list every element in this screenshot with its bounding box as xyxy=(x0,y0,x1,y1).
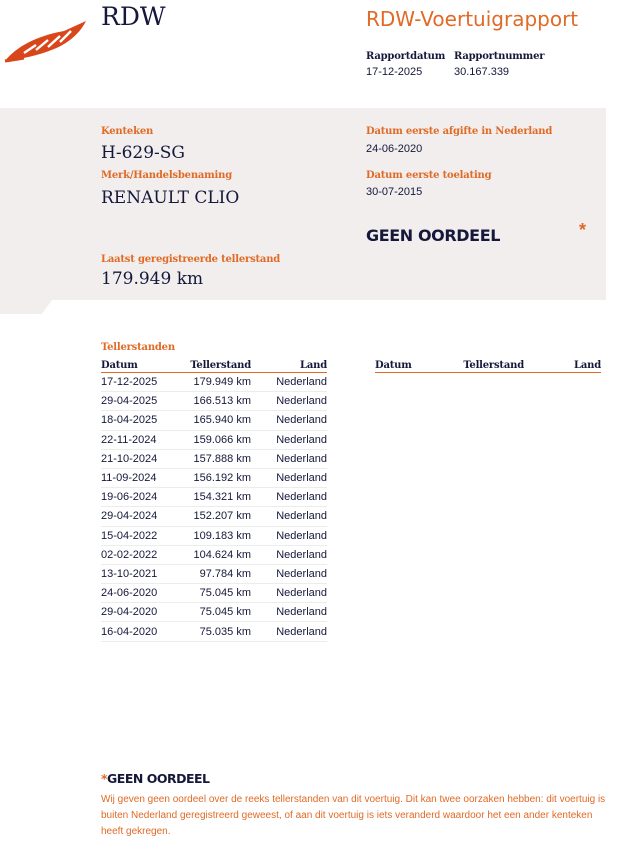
table-row xyxy=(101,392,327,411)
reading-value: 109.183 km xyxy=(187,526,251,545)
table-row xyxy=(101,468,327,487)
reading-country: Nederland xyxy=(251,526,327,545)
make-value: RENAULT CLIO xyxy=(101,188,240,208)
reading-date: 13-10-2021 xyxy=(101,564,187,583)
reading-value: 156.192 km xyxy=(187,468,251,487)
reading-date: 22-11-2024 xyxy=(101,430,187,449)
reading-country: Nederland xyxy=(251,430,327,449)
reading-country: Nederland xyxy=(251,507,327,526)
reading-country: Nederland xyxy=(251,392,327,411)
readings-table-continued xyxy=(375,359,601,373)
reading-value: 75.035 km xyxy=(187,622,251,641)
note-title-text: GEEN OORDEEL xyxy=(107,771,210,786)
reading-country: Nederland xyxy=(251,488,327,507)
table-row xyxy=(101,430,327,449)
reading-date: 15-04-2022 xyxy=(101,526,187,545)
reading-value: 97.784 km xyxy=(187,564,251,583)
reading-value: 75.045 km xyxy=(187,603,251,622)
table-row xyxy=(101,584,327,603)
first-admission-value: 30-07-2015 xyxy=(366,186,423,198)
reading-date: 29-04-2024 xyxy=(101,507,187,526)
reading-value: 165.940 km xyxy=(187,411,251,430)
reading-country: Nederland xyxy=(251,449,327,468)
table-row xyxy=(101,603,327,622)
reading-country: Nederland xyxy=(251,584,327,603)
column-header-reading: Tellerstand xyxy=(455,359,524,373)
reading-date: 19-06-2024 xyxy=(101,488,187,507)
table-row xyxy=(101,507,327,526)
reading-value: 75.045 km xyxy=(187,584,251,603)
reading-value: 179.949 km xyxy=(187,373,251,392)
last-reading-value: 179.949 km xyxy=(101,269,204,289)
report-number: 30.167.339 xyxy=(454,66,510,78)
reading-country: Nederland xyxy=(251,468,327,487)
reading-value: 166.513 km xyxy=(187,392,251,411)
reading-value: 152.207 km xyxy=(187,507,251,526)
first-admission-label: Datum eerste toelating xyxy=(366,170,492,181)
reading-date: 18-04-2025 xyxy=(101,411,187,430)
plate-value: H-629-SG xyxy=(101,143,185,163)
table-row xyxy=(101,449,327,468)
table-row xyxy=(101,488,327,507)
column-header-reading: Tellerstand xyxy=(187,359,251,373)
verdict-asterisk: * xyxy=(579,220,587,240)
table-row xyxy=(101,526,327,545)
table-row xyxy=(101,622,327,641)
brand-name: RDW xyxy=(101,2,166,31)
reading-country: Nederland xyxy=(251,564,327,583)
summary-panel-tail xyxy=(0,300,52,314)
note-text: Wij geven geen oordeel over de reeks tellerstanden van dit voertuig. Dit kan twee oorzaken hebben: dit voertuig is buiten Nederland geregistreerd geweest, of aan dit voertuig is iets veranderd waardoor het een ander kenteken heeft gekregen. xyxy=(101,794,606,837)
report-date: 17-12-2025 xyxy=(366,66,423,78)
note-asterisk: * xyxy=(101,771,108,786)
reading-date: 29-04-2025 xyxy=(101,392,187,411)
readings-table xyxy=(101,359,327,642)
reading-date: 02-02-2022 xyxy=(101,545,187,564)
reading-date: 11-09-2024 xyxy=(101,468,187,487)
reading-date: 24-06-2020 xyxy=(101,584,187,603)
reading-value: 159.066 km xyxy=(187,430,251,449)
table-row xyxy=(101,545,327,564)
report-title: RDW-Voertuigrapport xyxy=(366,7,579,31)
reading-country: Nederland xyxy=(251,622,327,641)
reading-value: 157.888 km xyxy=(187,449,251,468)
column-header-country: Land xyxy=(524,359,601,373)
first-nl-label: Datum eerste afgifte in Nederland xyxy=(366,126,553,137)
plate-label: Kenteken xyxy=(101,126,154,137)
table-row xyxy=(101,564,327,583)
table-row xyxy=(101,411,327,430)
reading-country: Nederland xyxy=(251,411,327,430)
reading-date: 29-04-2020 xyxy=(101,603,187,622)
note-title xyxy=(101,771,210,786)
report-date-label: Rapportdatum xyxy=(366,51,446,62)
reading-date: 17-12-2025 xyxy=(101,373,187,392)
reading-value: 104.624 km xyxy=(187,545,251,564)
rdw-feather-logo-icon xyxy=(2,14,88,66)
make-label: Merk/Handelsbenaming xyxy=(101,170,233,181)
reading-country: Nederland xyxy=(251,603,327,622)
reading-country: Nederland xyxy=(251,545,327,564)
column-header-country: Land xyxy=(251,359,327,373)
last-reading-label: Laatst geregistreerde tellerstand xyxy=(101,254,281,265)
first-nl-value: 24-06-2020 xyxy=(366,143,423,155)
readings-title: Tellerstanden xyxy=(101,342,175,353)
verdict: GEEN OORDEEL xyxy=(366,226,501,245)
reading-date: 21-10-2024 xyxy=(101,449,187,468)
report-number-label: Rapportnummer xyxy=(454,51,545,62)
column-header-date: Datum xyxy=(101,359,187,373)
reading-value: 154.321 km xyxy=(187,488,251,507)
table-row xyxy=(101,373,327,392)
reading-date: 16-04-2020 xyxy=(101,622,187,641)
reading-country: Nederland xyxy=(251,373,327,392)
column-header-date: Datum xyxy=(375,359,455,373)
